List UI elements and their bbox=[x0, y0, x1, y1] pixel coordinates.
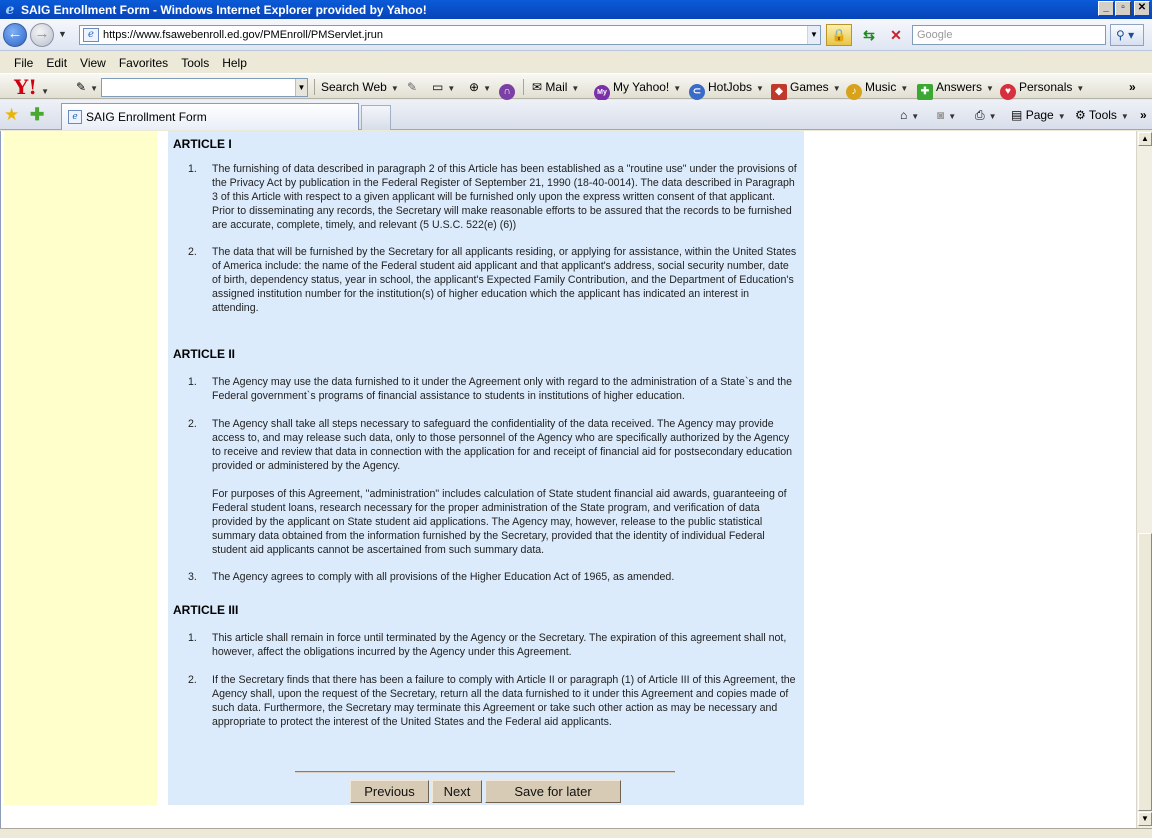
gear-icon: ⚙ bbox=[1075, 108, 1086, 122]
item-text: The Agency may use the data furnished to it under the Agreement only with regard to the administration of a State`s and the Federal government`s programs of financial assistance to students in institutions of higher education. bbox=[212, 376, 793, 402]
article-2-title: ARTICLE II bbox=[173, 347, 235, 361]
globe-icon: ⊕ bbox=[469, 80, 480, 94]
item-text: This article shall remain in force until terminated by the Agency or the Secretary. The expiration of this agreement shall not, however, affect the obligations incurred by the Agency under this Agreement. bbox=[212, 632, 787, 658]
search-input[interactable]: Google bbox=[912, 25, 1106, 45]
address-toolbar bbox=[0, 19, 1152, 51]
tools-menu-label: Tools bbox=[1088, 108, 1117, 122]
mail-button[interactable]: ✉ Mail ▼ bbox=[532, 80, 580, 94]
scroll-down-arrow[interactable]: ▼ bbox=[1138, 812, 1152, 826]
yahoo-search-input[interactable] bbox=[101, 78, 308, 97]
search-web-label: Search Web bbox=[321, 80, 387, 94]
menu-favorites[interactable]: Favorites bbox=[118, 56, 169, 70]
favorites-star-icon[interactable]: ★ bbox=[4, 105, 20, 124]
yahoo-search-dropdown[interactable]: ▼ bbox=[295, 79, 307, 96]
next-button[interactable]: Next bbox=[432, 780, 482, 803]
menu-tools[interactable]: Tools bbox=[181, 56, 210, 70]
item-text: The data that will be furnished by the Secretary for all applicants residing, or applying for assistance, within the United States of America include: the name of the Federal student aid applicant and that applicant's address, social security number, date of birth, dependency status, year in school, the applicant's Expected Family Contribution, and the Department of Education's assigned institution number for the institution(s) of higher education which the applicant has indicated an interest in attending. bbox=[212, 246, 797, 314]
status-bar bbox=[0, 828, 1152, 838]
page-viewport bbox=[0, 131, 1136, 828]
answers-icon: ✚ bbox=[917, 84, 933, 100]
left-nav-panel bbox=[4, 131, 157, 805]
item-text: If the Secretary finds that there has been a failure to comply with Article II or paragraph (1) of Article III of this Agreement, the Agency shall, upon the request of the Secretary, return all the data furnished to it under this Agreement and copies made of such data. Furthermore, the Secretary may terminate this Agreement or take such other action as may be necessary and appropriate to protect the interest of the United States and the Federal aid applicants. bbox=[212, 674, 796, 728]
tools-menu-button[interactable]: ⚙ Tools ▼ bbox=[1075, 108, 1129, 122]
new-tab-button[interactable] bbox=[361, 105, 391, 130]
printer-icon: ⎙ bbox=[975, 108, 985, 122]
mail-label: Mail bbox=[545, 80, 568, 94]
games-icon: ◆ bbox=[771, 84, 787, 100]
yahoo-logo-icon: Y! bbox=[14, 75, 38, 99]
form-button-row bbox=[350, 780, 621, 803]
search-button[interactable]: ⚲ ▾ bbox=[1110, 24, 1144, 46]
button-divider bbox=[295, 771, 675, 773]
window-title: SAIG Enrollment Form - Windows Internet Explorer provided by Yahoo! bbox=[21, 2, 427, 17]
menu-file[interactable]: File bbox=[14, 56, 34, 70]
hotjobs-button[interactable]: ⊂ HotJobs ▼ bbox=[689, 78, 764, 96]
minimize-button[interactable]: _ bbox=[1098, 1, 1114, 16]
security-lock-icon[interactable]: 🔒 bbox=[826, 24, 852, 46]
article-1-title: ARTICLE I bbox=[173, 137, 232, 151]
item-number: 2. bbox=[188, 246, 197, 258]
menu-bar bbox=[0, 52, 1152, 74]
scroll-up-arrow[interactable]: ▲ bbox=[1138, 132, 1152, 146]
back-button[interactable]: ← bbox=[3, 23, 27, 47]
ie-logo-icon: e bbox=[5, 1, 15, 18]
highlight-button[interactable]: ✎ bbox=[407, 80, 418, 94]
games-button[interactable]: ◆ Games ▼ bbox=[771, 78, 841, 96]
pencil-icon: ✎ bbox=[76, 80, 87, 94]
item-number: 1. bbox=[188, 163, 197, 175]
tab-bar bbox=[0, 100, 1152, 130]
my-yahoo-label: My Yahoo! bbox=[613, 80, 670, 94]
item-number: 1. bbox=[188, 632, 197, 644]
window-icon: ▭ bbox=[432, 80, 444, 94]
my-yahoo-button[interactable]: My My Yahoo! ▼ bbox=[594, 78, 681, 96]
add-favorites-icon[interactable]: ✚ bbox=[30, 105, 45, 124]
administration-paragraph: For purposes of this Agreement, "administration" includes calculation of State student financial aid awards, guaranteeing of Federal student loans, research necessary for the proper administration of the State program, and verification of data provided by the applicant on State student aid applications. The Agency may, however, release to the public statistical summary data obtained from the information furnished by the Secretary, provided that the identity of individual Federal student aid applicants cannot be ascertained from such summary data. bbox=[212, 488, 787, 556]
stop-button[interactable]: ✕ bbox=[890, 27, 902, 43]
agreement-content bbox=[168, 131, 804, 805]
games-label: Games bbox=[790, 80, 829, 94]
my-yahoo-icon: My bbox=[594, 85, 610, 101]
feeds-button[interactable]: ◙ ▼ bbox=[937, 108, 957, 122]
personals-button[interactable]: ♥ Personals ▼ bbox=[1000, 78, 1084, 96]
vertical-scrollbar[interactable] bbox=[1136, 131, 1152, 828]
save-for-later-button[interactable]: Save for later bbox=[485, 780, 621, 803]
answers-label: Answers bbox=[936, 80, 983, 94]
search-web-button[interactable]: Search Web ▼ bbox=[321, 80, 399, 94]
personals-label: Personals bbox=[1019, 80, 1073, 94]
hotjobs-label: HotJobs bbox=[708, 80, 753, 94]
popup-blocker-button[interactable]: ▭ ▼ bbox=[432, 80, 456, 94]
answers-button[interactable]: ✚ Answers ▼ bbox=[917, 78, 994, 96]
page-menu-icon: ▤ bbox=[1011, 108, 1023, 122]
headset-button[interactable] bbox=[499, 78, 518, 96]
window-title-bar bbox=[0, 0, 1152, 19]
item-text: The Agency agrees to comply with all provisions of the Higher Education Act of 1965, as amended. bbox=[212, 571, 675, 583]
address-dropdown-arrow[interactable]: ▼ bbox=[807, 26, 820, 44]
heart-icon: ♥ bbox=[1000, 84, 1016, 100]
close-button[interactable]: ✕ bbox=[1134, 1, 1150, 16]
yahoo-toolbar bbox=[0, 73, 1152, 99]
item-number: 3. bbox=[188, 571, 197, 583]
hotjobs-icon: ⊂ bbox=[689, 84, 705, 100]
headset-icon: ∩ bbox=[499, 84, 515, 100]
forward-button[interactable]: → bbox=[30, 23, 54, 47]
menu-edit[interactable]: Edit bbox=[46, 56, 68, 70]
scroll-thumb[interactable] bbox=[1138, 533, 1152, 811]
page-icon: e bbox=[68, 110, 82, 124]
tab-label: SAIG Enrollment Form bbox=[86, 110, 207, 124]
item-number: 2. bbox=[188, 418, 197, 430]
home-icon: ⌂ bbox=[900, 108, 908, 122]
refresh-button[interactable]: ⇆ bbox=[863, 27, 875, 43]
page-menu-button[interactable]: ▤ Page ▼ bbox=[1011, 108, 1066, 122]
yahoo-logo-button[interactable]: Y! ▼ bbox=[14, 75, 49, 99]
menu-help[interactable]: Help bbox=[222, 56, 247, 70]
item-text: The furnishing of data described in paragraph 2 of this Article has been established as a "routine use" under the provisions of the Privacy Act by publication in the Federal Register of September 21, 1990 (18-40-0014). The data described in Paragraph 3 of this Article with respect to a given applicant will be furnished only upon the express written consent of that applicant. Prior to disseminating any records, the Secretary will make reasonable efforts to be assured that the records to be furnished are accurate, complete, timely, and relevant (5 U.S.C. 522(e) (6)) bbox=[212, 163, 797, 231]
print-button[interactable]: ⎙ ▼ bbox=[975, 108, 997, 122]
music-button[interactable]: ♪ Music ▼ bbox=[846, 78, 908, 96]
tab-saig-enrollment[interactable] bbox=[61, 103, 359, 130]
recent-pages-dropdown[interactable]: ▼ bbox=[58, 29, 67, 39]
page-icon: e bbox=[83, 28, 99, 42]
page-menu-label: Page bbox=[1025, 108, 1054, 122]
menu-view[interactable]: View bbox=[80, 56, 106, 70]
pencil-menu-button[interactable]: ✎ ▼ bbox=[76, 80, 98, 94]
item-number: 2. bbox=[188, 674, 197, 686]
music-icon: ♪ bbox=[846, 84, 862, 100]
previous-button[interactable]: Previous bbox=[350, 780, 429, 803]
item-text: The Agency shall take all steps necessary to safeguard the confidentiality of the data received. The Agency may provide access to, and may release such data, only to those personnel of the Agency who are specifically authorized by the Agency to receive and review that data in connection with the application for and receipt of financial aid for postsecondary education provided or administered by the Agency. bbox=[212, 418, 793, 472]
rss-icon: ◙ bbox=[937, 108, 945, 122]
item-number: 1. bbox=[188, 376, 197, 388]
article-3-title: ARTICLE III bbox=[173, 603, 239, 617]
address-url[interactable]: https://www.fsawebenroll.ed.gov/PMEnroll/PMServlet.jrun bbox=[103, 29, 384, 41]
globe-button[interactable]: ⊕ ▼ bbox=[469, 80, 491, 94]
toolbar-more-button[interactable]: » bbox=[1129, 80, 1136, 94]
cmdbar-more-button[interactable]: » bbox=[1140, 108, 1147, 122]
music-label: Music bbox=[865, 80, 897, 94]
maximize-button[interactable]: ▫ bbox=[1115, 1, 1131, 16]
home-button[interactable]: ⌂ ▼ bbox=[900, 108, 920, 122]
address-bar[interactable] bbox=[79, 25, 821, 45]
mail-icon: ✉ bbox=[532, 80, 543, 94]
